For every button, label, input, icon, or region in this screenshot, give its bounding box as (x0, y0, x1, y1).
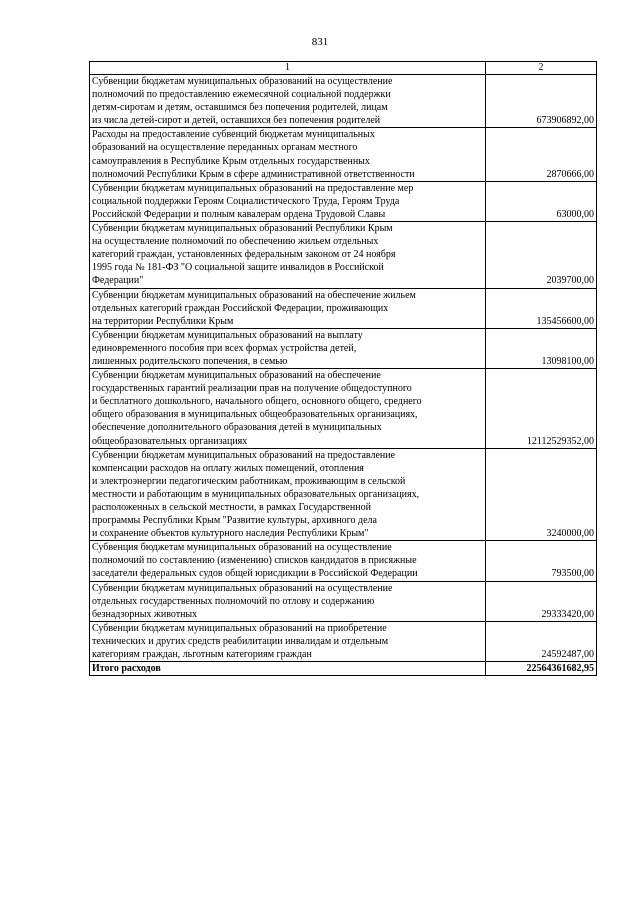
row-description: Субвенции бюджетам муниципальных образований на осуществление отдельных государственных полномочий по отлову и содержанию безнадзорных животных (90, 581, 486, 621)
table-row (90, 328, 597, 368)
row-description: Расходы на предоставление субвенций бюджетам муниципальных образований на осуществление переданных органам местного самоуправления в Республике Крым отдельных государственных полномочий Республики Крым в сфере административной ответственности (90, 128, 486, 181)
row-description: Субвенции бюджетам муниципальных образований на выплату единовременного пособия при всех формах устройства детей, лишенных родительского попечения, в семью (90, 328, 486, 368)
table-row (90, 128, 597, 181)
row-amount: 2870666,00 (486, 128, 597, 181)
page-number: 831 (311, 36, 329, 48)
table-row (90, 369, 597, 449)
table-row (90, 621, 597, 661)
row-amount: 3240000,00 (486, 448, 597, 541)
row-description: Субвенции бюджетам муниципальных образований на осуществление полномочий по предоставлению ежемесячной социальной поддержки детям-сиротам и детям, оставшимся без попечения родителей, лицам из числа детей-сирот и детей, оставшихся без попечения родителей (90, 75, 486, 128)
row-description: Субвенции бюджетам муниципальных образований на обеспечение государственных гарантий реализации прав на получение общедоступного и бесплатного дошкольного, начального общего, основного общего, среднего общего образования в муниципальных общеобразовательных организациях, обеспечение дополнительного образования детей в муниципальных общеобразовательных организациях (90, 369, 486, 449)
table-header-row (90, 62, 597, 75)
table-row (90, 222, 597, 288)
row-description: Субвенции бюджетам муниципальных образований на обеспечение жильем отдельных категорий граждан Российской Федерации, проживающих на территории Республики Крым (90, 288, 486, 328)
row-amount: 793500,00 (486, 541, 597, 581)
table-row (90, 541, 597, 581)
row-description: Субвенции бюджетам муниципальных образований на предоставление компенсации расходов на оплату жилых помещений, отопления и электроэнергии педагогическим работникам, проживающим в сельской местности и работающим в муниципальных образовательных организациях, расположенных в сельской местности, в рамках Государственной программы Республики Крым "Развитие культуры, архивного дела и сохранение объектов культурного наследия Республики Крым" (90, 448, 486, 541)
table-row (90, 448, 597, 541)
row-description: Субвенции бюджетам муниципальных образований на предоставление мер социальной поддержки Героям Социалистического Труда, Героям Труда Российской Федерации и полным кавалерам ордена Трудовой Славы (90, 181, 486, 221)
table-row (90, 288, 597, 328)
row-amount: 135456600,00 (486, 288, 597, 328)
column-header-amount: 2 (486, 62, 597, 75)
expenditure-table (89, 61, 597, 676)
total-label: Итого расходов (90, 662, 486, 676)
row-amount: 63000,00 (486, 181, 597, 221)
row-amount: 673906892,00 (486, 75, 597, 128)
table-row (90, 181, 597, 221)
row-amount: 12112529352,00 (486, 369, 597, 449)
row-amount: 29333420,00 (486, 581, 597, 621)
row-description: Субвенции бюджетам муниципальных образований Республики Крым на осуществление полномочий по обеспечению жильем отдельных категорий граждан, установленных федеральным законом от 24 ноября 1995 года № 181-ФЗ "О социальной защите инвалидов в Российской Федерации" (90, 222, 486, 288)
total-row (90, 662, 597, 676)
row-description: Субвенция бюджетам муниципальных образований на осуществление полномочий по составлению (изменению) списков кандидатов в присяжные заседатели федеральных судов общей юрисдикции в Российской Федерации (90, 541, 486, 581)
table-row (90, 581, 597, 621)
row-amount: 13098100,00 (486, 328, 597, 368)
total-amount: 22564361682,95 (486, 662, 597, 676)
column-header-description: 1 (90, 62, 486, 75)
table-row (90, 75, 597, 128)
row-amount: 2039700,00 (486, 222, 597, 288)
row-description: Субвенции бюджетам муниципальных образований на приобретение технических и других средств реабилитации инвалидам и отдельным категориям граждан, льготным категориям граждан (90, 621, 486, 661)
row-amount: 24592487,00 (486, 621, 597, 661)
